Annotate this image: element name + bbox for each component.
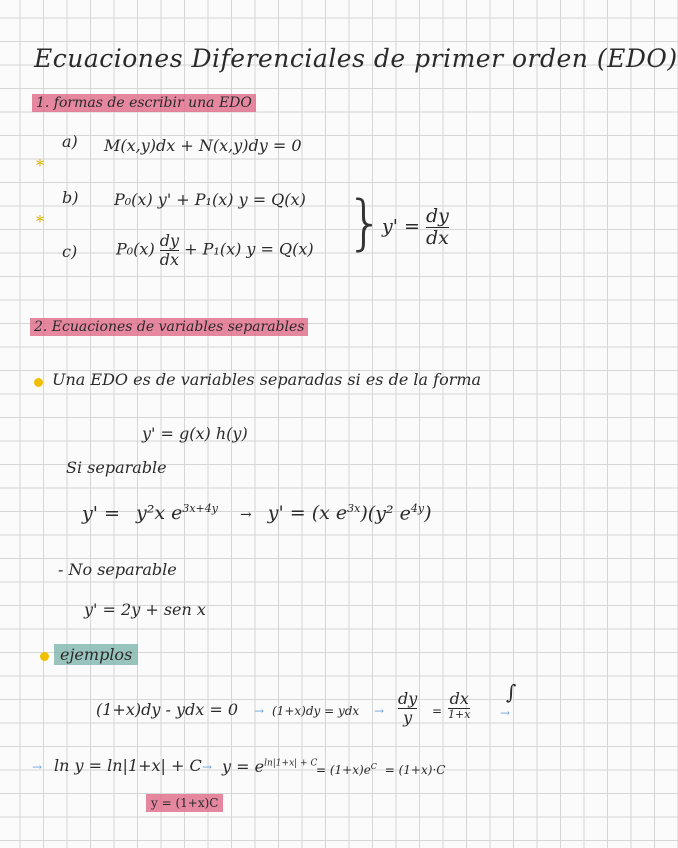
non-separable-label: - No separable (58, 560, 177, 579)
arrow-icon: → (500, 706, 511, 720)
item-c-rhs: + P₁(x) y = Q(x) (184, 239, 314, 259)
separable-mid: y²x e (135, 502, 183, 525)
fraction-2-den: 1+x (448, 707, 471, 721)
result-highlight: y = (1+x)C (146, 794, 223, 812)
example-step-2: (1+x)dy = ydx (272, 704, 360, 718)
section-2-heading: 2. Ecuaciones de variables separables (30, 318, 308, 336)
bullet-icon (40, 652, 49, 661)
equals-sign: = (432, 704, 443, 718)
item-c-fraction (160, 232, 179, 268)
item-b-label: b) (62, 188, 79, 207)
arrow-icon: → (374, 704, 385, 718)
non-separable-equation: y' = 2y + sen x (84, 600, 206, 619)
separable-rhs-2-exponent: 4y (410, 502, 425, 515)
example-fraction-1 (398, 690, 417, 726)
separable-lhs: y' = (82, 502, 120, 525)
example-step-5 (316, 762, 445, 777)
step-4-prefix: y = e (222, 757, 265, 776)
brace-lhs: y' = (382, 215, 420, 238)
separable-rhs-2: )(y² e (360, 502, 411, 525)
arrow-icon: → (32, 760, 43, 774)
examples-heading: ejemplos (54, 644, 138, 665)
separable-rhs-1-exponent: 3x (347, 502, 361, 515)
step-4-exponent: ln|1+x| + C (264, 758, 318, 769)
example-step-3: ln y = ln|1+x| + C (54, 756, 202, 775)
separable-rhs-1: y' = (x e (267, 502, 348, 525)
brace-derivative (382, 206, 449, 249)
separable-rhs-end: ) (424, 502, 432, 525)
section-1-heading: 1. formas de escribir una EDO (32, 94, 256, 112)
item-c-frac-den: dx (159, 249, 180, 269)
item-c-frac-num: dy (159, 231, 180, 250)
fraction-1-den: y (403, 707, 413, 727)
fraction-2-num: dx (449, 689, 469, 708)
item-c-label: c) (62, 242, 78, 261)
star-icon: * (36, 212, 44, 231)
arrow-icon: → (254, 704, 265, 718)
example-step-4 (222, 757, 317, 776)
item-a-label: a) (62, 132, 78, 151)
item-c-prefix: P₀(x) (116, 239, 155, 259)
bullet-icon (34, 378, 43, 387)
separable-example (82, 502, 431, 524)
item-b-equation: P₀(x) y' + P₁(x) y = Q(x) (114, 190, 306, 209)
separable-mid-exponent: 3x+4y (182, 502, 218, 515)
step-5-exponent: C (370, 762, 377, 771)
step-6-text: = (1+x)·C (384, 763, 446, 777)
brace-fraction (426, 206, 449, 249)
integral-icon: ∫ (506, 680, 517, 704)
separable-label: Si separable (66, 458, 167, 477)
definition-text: Una EDO es de variables separadas si es de la forma (52, 370, 482, 389)
curly-brace-icon: } (346, 188, 385, 258)
example-fraction-2 (448, 690, 470, 721)
item-c-equation (116, 232, 314, 268)
example-step-1: (1+x)dy - ydx = 0 (96, 700, 239, 719)
page-title: Ecuaciones Diferenciales de primer orden (EDO) (34, 44, 678, 73)
brace-num: dy (425, 205, 449, 227)
star-icon: * (36, 156, 44, 175)
fraction-1-num: dy (398, 689, 418, 708)
arrow-icon: → (240, 507, 252, 524)
step-5-text: = (1+x)e (316, 763, 371, 777)
general-form: y' = g(x) h(y) (142, 424, 248, 443)
arrow-icon: → (202, 760, 213, 774)
brace-den: dx (425, 226, 449, 249)
item-a-equation: M(x,y)dx + N(x,y)dy = 0 (104, 136, 302, 155)
